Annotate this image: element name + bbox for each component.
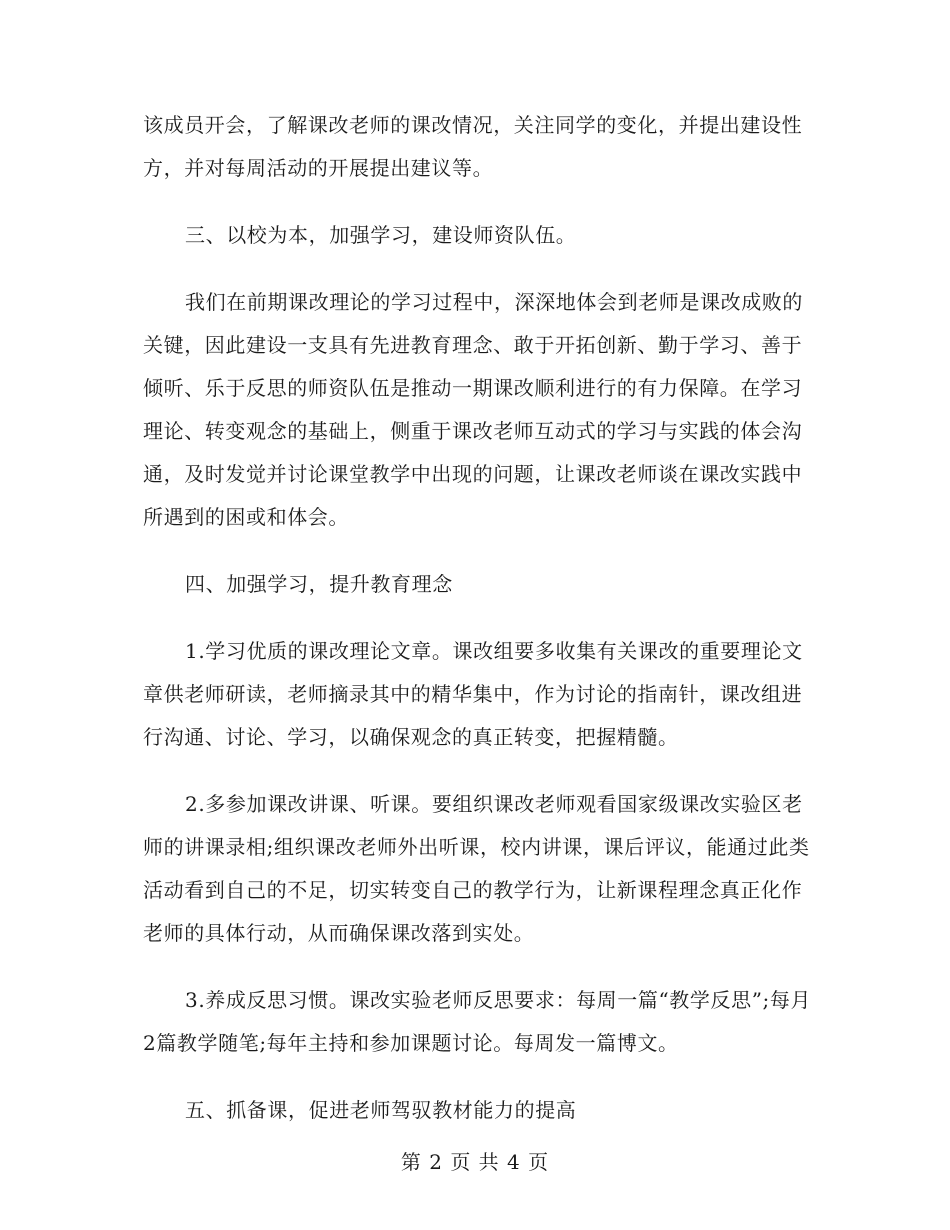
paragraph-continuation: 该成员开会，了解课改老师的课改情况，关注同学的变化，并提出建设性方，并对每周活动的开展提出建议等。 bbox=[143, 113, 803, 180]
page-number-footer: 第 2 页 共 4 页 bbox=[400, 1150, 550, 1174]
section-heading-four: 四、加强学习，提升教育理念 bbox=[185, 572, 453, 596]
list-item-3: 3.养成反思习惯。课改实验老师反思要求：每周一篇“教学反思”;每月2篇教学随笔;每年主持和参加课题讨论。每周发一篇博文。 bbox=[143, 988, 812, 1055]
document-body bbox=[143, 104, 815, 1156]
paragraph-teacher-team: 我们在前期课改理论的学习过程中，深深地体会到老师是课改成败的关键，因此建设一支具有先进教育理念、敢于开拓创新、勤于学习、善于倾听、乐于反思的师资队伍是推动一期课改顺利进行的有力保障。在学习理论、转变观念的基础上，侧重于课改老师互动式的学习与实践的体会沟通，及时发觉并讨论课堂教学中出现的问题，让课改老师谈在课改实践中所遇到的困或和体会。 bbox=[143, 290, 803, 529]
section-heading-five: 五、抓备课，促进老师驾驭教材能力的提高 bbox=[185, 1098, 577, 1122]
list-item-2: 2.多参加课改讲课、听课。要组织课改老师观看国家级课改实验区老师的讲课录相;组织课改老师外出听课，校内讲课，课后评议，能通过此类活动看到自己的不足，切实转变自己的教学行为，让新课程理念真正化作老师的具体行动，从而确保课改落到实处。 bbox=[143, 792, 810, 945]
list-item-1: 1.学习优质的课改理论文章。课改组要多收集有关课改的重要理论文章供老师研读，老师摘录其中的精华集中，作为讨论的指南针，课改组进行沟通、讨论、学习，以确保观念的真正转变，把握精髓。 bbox=[143, 639, 803, 749]
section-heading-three: 三、以校为本，加强学习，建设师资队伍。 bbox=[185, 223, 577, 247]
